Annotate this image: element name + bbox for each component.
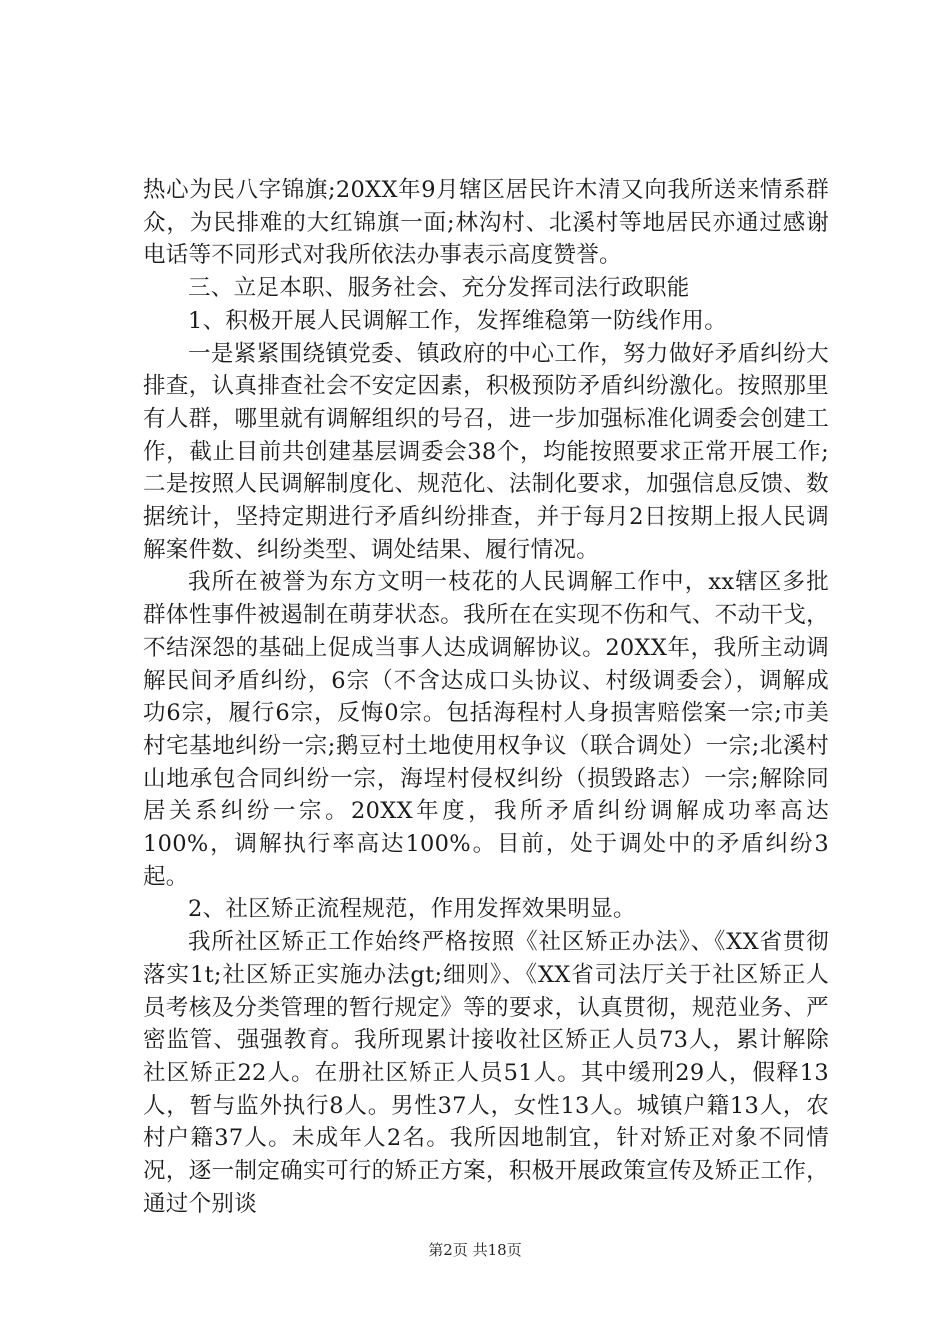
paragraph-mediation-results: 我所在被誉为东方文明一枝花的人民调解工作中，xx辖区多批群体性事件被遏制在萌芽状态。我所在在实现不伤和气、不动干戈，不结深怨的基础上促成当事人达成调解协议。20XX年，我所主动调解民间矛盾纠纷，6宗（不含达成口头协议、村级调委会），调解成功6宗，履行6宗，反悔0宗。包括海程村人身损害赔偿案一宗;市美村宅基地纠纷一宗;鹅豆村土地使用权争议（联合调处）一宗;北溪村山地承包合同纠纷一宗，海埕村侵权纠纷（损毁路志）一宗;解除同居关系纠纷一宗。20XX年度，我所矛盾纠纷调解成功率高达100%，调解执行率高达100%。目前，处于调处中的矛盾纠纷3起。 (143, 569, 829, 890)
section-heading: 三、立足本职、服务社会、充分发挥司法行政职能 (188, 275, 690, 302)
subsection-heading-mediation: 1、积极开展人民调解工作，发挥维稳第一防线作用。 (188, 307, 728, 334)
paragraph-community-correction: 我所社区矫正工作始终严格按照《社区矫正办法》、《XX省贯彻落实1t;社区矫正实施办法gt;细则》、《XX省司法厅关于社区矫正人员考核及分类管理的暂行规定》等的要求，认真贯彻，规范业务、严密监管、强强教育。我所现累计接收社区矫正人员73人，累计解除社区矫正22人。在册社区矫正人员51人。其中缓刑29人，假释13人，暂与监外执行8人。男性37人，女性13人。城镇户籍13人，农村户籍37人。未成年人2名。我所因地制宜，针对矫正对象不同情况，逐一制定确实可行的矫正方案，积极开展政策宣传及矫正工作，通过个别谈 (143, 929, 829, 1217)
paragraph-mediation-work: 一是紧紧围绕镇党委、镇政府的中心工作，努力做好矛盾纠纷大排查，认真排查社会不安定因素，积极预防矛盾纠纷激化。按照那里有人群，哪里就有调解组织的号召，进一步加强标准化调委会创建工作，截止目前共创建基层调委会38个，均能按照要求正常开展工作;二是按照人民调解制度化、规范化、法制化要求，加强信息反馈、数据统计，坚持定期进行矛盾纠纷排查，并于每月2日按期上报人民调解案件数、纠纷类型、调处结果、履行情况。 (143, 340, 829, 563)
page-number: 第2页 共18页 (428, 1241, 522, 1259)
paragraph-continuation: 热心为民八字锦旗;20XX年9月辖区居民许木清又向我所送来情系群众，为民排难的大红锦旗一面;林沟村、北溪村等地居民亦通过感谢电话等不同形式对我所依法办事表示高度赞誉。 (143, 177, 829, 269)
document-body (143, 174, 829, 1221)
subsection-heading-correction: 2、社区矫正流程规范，作用发挥效果明显。 (188, 896, 636, 923)
page-footer (0, 1240, 950, 1260)
